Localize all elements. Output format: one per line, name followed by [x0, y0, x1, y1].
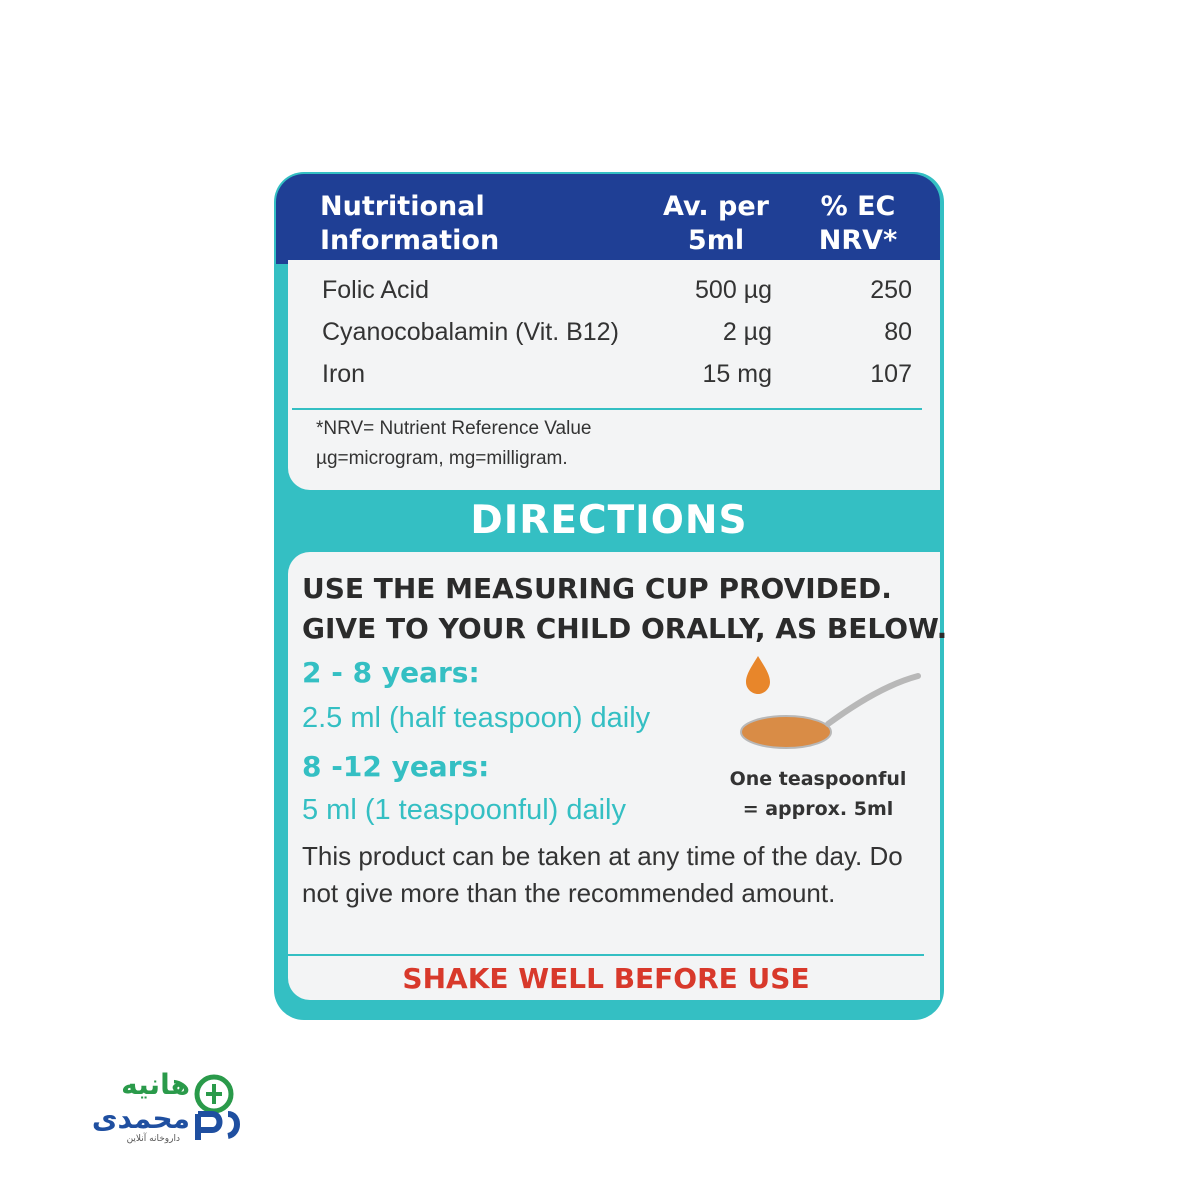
directions-title: DIRECTIONS	[470, 498, 748, 543]
nutrient-percent: 107	[870, 360, 912, 388]
spoon-caption-line2: = approx. 5ml	[742, 798, 894, 820]
header-col3-line2: NRV*	[818, 225, 898, 256]
spoon-bowl	[741, 716, 831, 748]
nutrient-amount: 2 µg	[722, 318, 772, 346]
header-average-per	[656, 190, 776, 258]
nutrient-name: Iron	[322, 360, 366, 388]
dose-1: 2.5 ml (half teaspoon) daily	[302, 702, 651, 734]
header-col1-line2: Information	[320, 225, 500, 256]
footnote-nrv: *NRV= Nutrient Reference Value	[316, 418, 592, 439]
pharmacy-emblem-icon	[190, 1074, 246, 1144]
instruction-give-orally: GIVE TO YOUR CHILD ORALLY, AS BELOW.	[302, 612, 948, 645]
nutrition-header	[276, 174, 940, 264]
spoon-caption	[718, 764, 918, 824]
product-label	[274, 172, 948, 1020]
nutrient-percent: 250	[870, 276, 912, 304]
header-col2-line1: Av. per	[663, 191, 769, 222]
footnote-units: µg=microgram, mg=milligram.	[316, 448, 568, 469]
header-nrv-percent	[808, 190, 908, 258]
dose-2: 5 ml (1 teaspoonful) daily	[302, 794, 626, 826]
logo-line1: هانیه	[121, 1068, 190, 1101]
nutrition-divider	[292, 408, 922, 410]
nutrient-percent: 80	[884, 318, 912, 346]
spoon-icon	[728, 652, 928, 760]
header-col2-line2: 5ml	[687, 225, 745, 256]
instruction-measuring-cup: USE THE MEASURING CUP PROVIDED.	[302, 572, 892, 605]
logo-line2: محمدی	[91, 1102, 190, 1135]
shake-warning: SHAKE WELL BEFORE USE	[402, 962, 810, 995]
age-group-2: 8 -12 years:	[302, 750, 490, 783]
logo-tagline: داروخانه آنلاین	[126, 1134, 180, 1144]
directions-panel	[288, 552, 948, 1000]
warning-divider	[288, 954, 924, 956]
header-col3-line1: % EC	[820, 191, 896, 222]
age-group-1: 2 - 8 years:	[302, 656, 480, 689]
pharmacy-logo	[60, 1068, 250, 1148]
nutrient-name: Folic Acid	[322, 276, 429, 304]
header-nutritional-information	[320, 190, 499, 258]
nutrition-panel	[288, 260, 940, 490]
spoon-handle	[828, 676, 918, 724]
nutrient-amount: 500 µg	[695, 276, 772, 304]
usage-note: This product can be taken at any time of the day. Do not give more than the recommended amount.	[302, 841, 903, 908]
drop-icon	[746, 656, 770, 694]
header-col1-line1: Nutritional	[320, 191, 485, 222]
nutrient-name: Cyanocobalamin (Vit. B12)	[322, 318, 619, 346]
spoon-caption-line1: One teaspoonful	[729, 768, 907, 790]
nutrient-amount: 15 mg	[702, 360, 772, 388]
